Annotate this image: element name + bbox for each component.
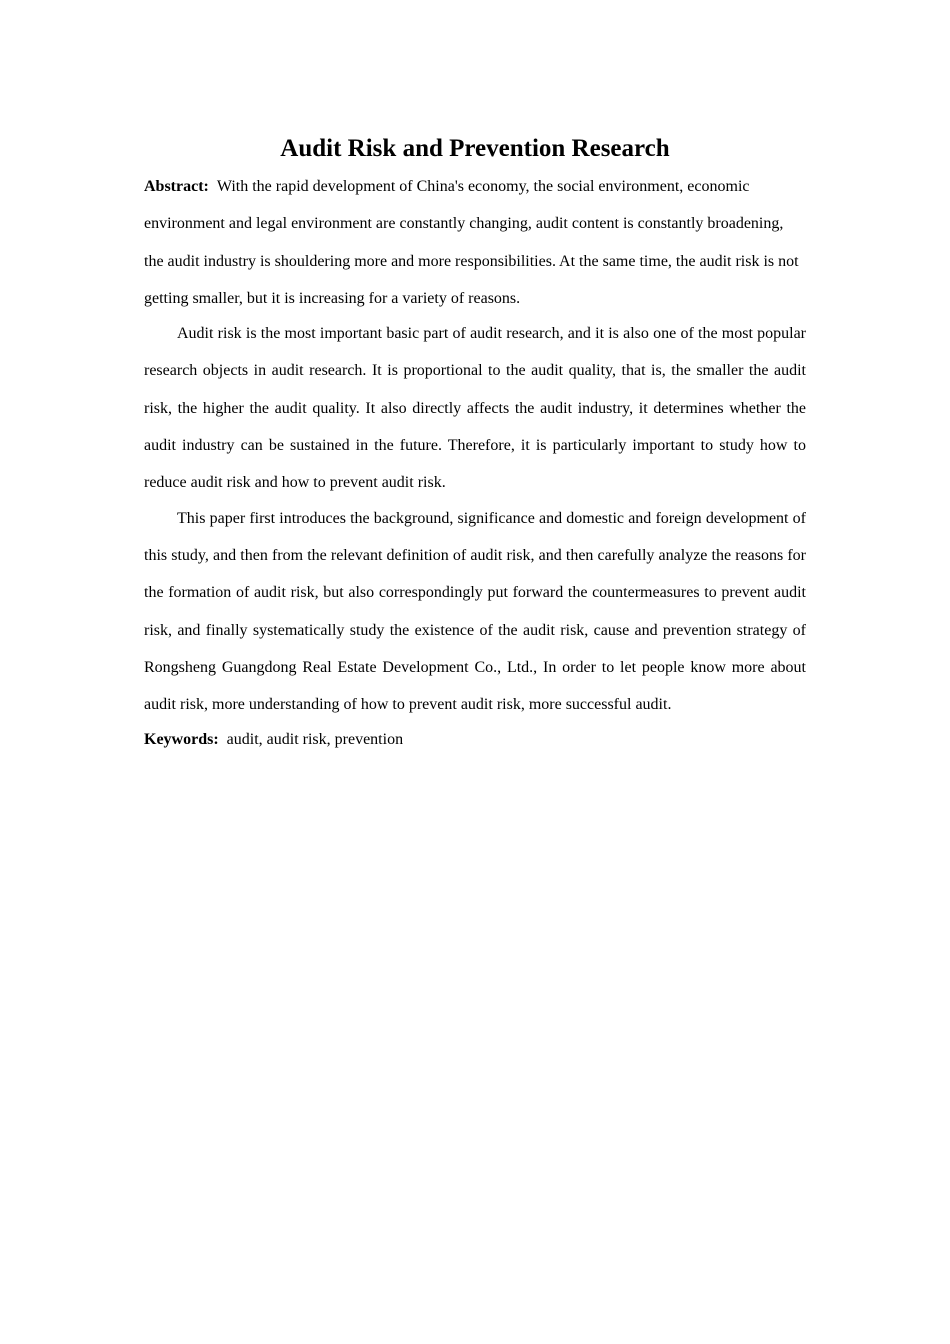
abstract-paragraph-1 xyxy=(144,168,806,317)
paper-title: Audit Risk and Prevention Research xyxy=(280,135,670,162)
paper-page xyxy=(144,130,806,758)
keywords-line xyxy=(144,721,806,758)
abstract-paragraph-3: This paper first introduces the background, significance and domestic and foreign development of this study, and then from the relevant definition of audit risk, and then carefully analyze the reasons for the formation of audit risk, but also correspondingly put forward the countermeasures to prevent audit risk, and finally systematically study the existence of the audit risk, cause and prevention strategy of Rongsheng Guangdong Real Estate Development Co., Ltd., In order to let people know more about audit risk, more understanding of how to prevent audit risk, more successful audit. xyxy=(144,509,806,714)
abstract-text-1: With the rapid development of China's economy, the social environment, economic environment and legal environment are constantly changing, audit content is constantly broadening, the audit industry is shouldering more and more responsibilities. At the same time, the audit risk is not getting smaller, but it is increasing for a variety of reasons. xyxy=(144,178,799,307)
keywords-value: audit, audit risk, prevention xyxy=(226,731,404,749)
keywords-label: Keywords: xyxy=(144,731,219,749)
abstract-label: Abstract: xyxy=(144,178,209,195)
abstract-paragraph-2: Audit risk is the most important basic part of audit research, and it is also one of the most popular research objects in audit research. It is proportional to the audit quality, that is, the smaller the audit risk, the higher the audit quality. It also directly affects the audit industry, it determines whether the audit industry can be sustained in the future. Therefore, it is particularly important to study how to reduce audit risk and how to prevent audit risk. xyxy=(144,325,806,492)
